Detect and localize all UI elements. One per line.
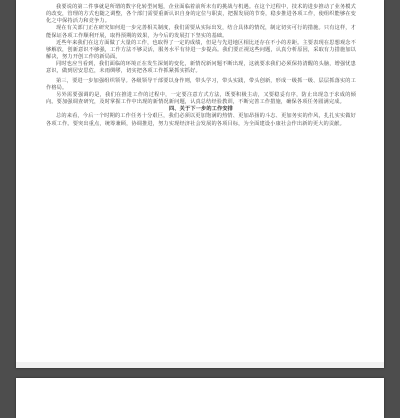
page-text [46,4,356,128]
section-heading: 四、关于下一步的工作安排 [168,106,234,113]
document-page [16,0,384,368]
page-footer-strip [16,362,384,368]
paragraph: 现在有关部门正在研究如何进一步完善相关制度，我们需要从实际出发，结合具体的情况，制定切实可行的措施。只有这样，才能保证各项工作顺利开展，取得预期的效果，为今后的发展打下坚实的基础。 [46,25,356,39]
paragraph: 另外需要强调的是，我们在推进工作的过程中，一定要注意方式方法，既要积极主动，又要稳妥有序，防止出现急于求成的倾向。要加强调查研究，及时掌握工作中出现的新情况新问题，认真总结经验教训，不断完善工作措施，确保各项任务圆满完成。 [46,91,356,106]
next-page [16,378,384,418]
paragraph: 第三，要进一步加强组织领导。各级领导干部要以身作则，带头学习，带头实践，带头创新，形成一级抓一级、层层抓落实的工作格局。 [46,77,356,91]
paragraph: 同时也应当看到，我们面临的环境正在发生深刻的变化，新情况新问题不断出现，这就要求我们必须保持清醒的头脑，增强忧患意识，做到居安思危，未雨绸缪，切实把各项工作抓紧抓实抓好。 [46,61,356,75]
paragraph: 总的来看，今后一个时期的工作任务十分艰巨，我们必须以更加饱满的热情、更加昂扬的斗志、更加务实的作风，扎扎实实做好各项工作。要突出重点，统筹兼顾，协调推进，努力实现经济社会发展的各项目标，为全面建设小康社会作出新的更大的贡献。 [46,113,356,127]
paragraph: 近些年来我们在这方面做了大量的工作，也取得了一定的成绩，但是与先进地区相比还存在不小的差距。主要表现在思想观念不够解放，创新意识不够强，工作方法不够灵活，服务水平有待进一步提高。我们要正视这些问题，认真分析原因，采取有力措施加以解决，努力开创工作的新局面。 [46,39,356,61]
paragraph: 我要说的第二件事就是所谓的数字化转型问题，企业面临着前所未有的挑战与机遇。在这个过程中，技术的进步推动了业务模式的改变，管理的方式也随之调整，各个部门需要重新认识自身的定位与职责，把握发展的节奏，稳步推进各项工作，使组织能够在变化之中保持活力和竞争力。 [46,4,356,25]
